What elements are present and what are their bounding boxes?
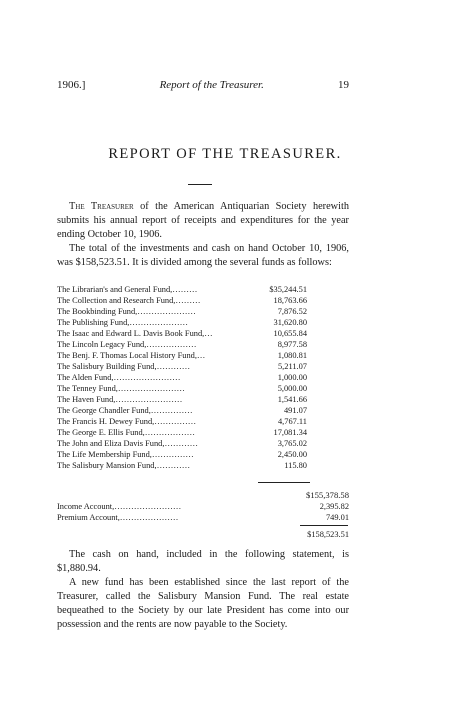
fund-amount: 17,081.34: [273, 428, 307, 437]
header-running-title: Report of the Treasurer.: [159, 79, 264, 91]
fund-amount: 5,211.07: [277, 362, 307, 371]
subtotal-rule: [258, 482, 310, 483]
fund-amount: 3,765.02: [277, 439, 307, 448]
fund-amount: 2,450.00: [277, 450, 307, 459]
fund-name: The George E. Ellis Fund,………………: [57, 428, 196, 437]
fund-amount: 18,763.66: [273, 296, 307, 305]
fund-row: [57, 405, 349, 416]
fund-name: The Francis H. Dewey Fund,……………: [57, 417, 197, 426]
fund-amount: 1,080.81: [277, 351, 307, 360]
account-amount: 2,395.82: [319, 502, 349, 511]
account-amount: 749.01: [325, 513, 349, 522]
fund-name: The Life Membership Fund,……………: [57, 450, 194, 459]
fund-name: The Isaac and Edward L. Davis Book Fund,…: [57, 329, 213, 338]
title-rule: [188, 184, 212, 185]
cash-paragraph: The cash on hand, included in the following statement, is $1,880.94.: [57, 549, 349, 574]
total-paragraph: The total of the investments and cash on hand October 10, 1906, was $158,523.51. It is divided among the several funds as follows:: [57, 243, 349, 268]
funds-table: [57, 284, 349, 471]
page-number: 19: [338, 79, 349, 91]
fund-amount: 4,767.11: [277, 417, 307, 426]
fund-row: [57, 438, 349, 449]
intro-paragraph: [57, 200, 349, 242]
fund-row: [57, 449, 349, 460]
fund-row: [57, 427, 349, 438]
subtotal-row: [57, 490, 349, 501]
fund-amount: 8,977.58: [277, 340, 307, 349]
fund-name: The Collection and Research Fund,………: [57, 296, 201, 305]
fund-row: [57, 416, 349, 427]
fund-amount: 1,541.66: [277, 395, 307, 404]
intro-rest: of the American Antiquarian Society herewith submits his annual report of receipts and expenditures for the year ending October 10, 1906.: [57, 201, 349, 240]
summary-table: [57, 490, 349, 523]
fund-row: [57, 350, 349, 361]
running-head: [57, 79, 349, 91]
fund-name: The John and Eliza Davis Fund,…………: [57, 439, 198, 448]
fund-name: The Librarian's and General Fund,………: [57, 285, 198, 294]
fund-amount: 10,655.84: [273, 329, 307, 338]
fund-amount: 5,000.00: [277, 384, 307, 393]
fund-row: [57, 328, 349, 339]
fund-row: [57, 372, 349, 383]
header-year: 1906.]: [57, 79, 86, 91]
fund-row: [57, 317, 349, 328]
subtotal-amount: $155,378.58: [306, 490, 349, 500]
fund-amount: 31,620.80: [273, 318, 307, 327]
account-row: [57, 501, 349, 512]
fund-amount: 491.07: [283, 406, 307, 415]
account-name: Income Account,……………………: [57, 502, 182, 511]
fund-amount: 7,876.52: [277, 307, 307, 316]
grand-total-rule: [300, 525, 348, 526]
fund-row: [57, 339, 349, 350]
fund-name: The Salisbury Building Fund,…………: [57, 362, 191, 371]
fund-name: The Alden Fund,……………………: [57, 373, 181, 382]
fund-name: The Lincoln Legacy Fund,………………: [57, 340, 197, 349]
fund-row: [57, 306, 349, 317]
fund-row: [57, 295, 349, 306]
fund-name: The Haven Fund,……………………: [57, 395, 183, 404]
fund-name: The Publishing Fund,…………………: [57, 318, 188, 327]
grand-total: $158,523.51: [307, 530, 349, 539]
fund-row: [57, 361, 349, 372]
fund-row: [57, 460, 349, 471]
fund-row: [57, 383, 349, 394]
fund-amount: 115.80: [284, 461, 307, 470]
chapter-title: REPORT OF THE TREASURER.: [108, 146, 342, 162]
fund-row: [57, 394, 349, 405]
fund-name: The Bookbinding Fund,…………………: [57, 307, 196, 316]
fund-row: [57, 284, 349, 295]
account-name: Premium Account,…………………: [57, 513, 179, 522]
intro-lead: The Treasurer: [69, 201, 134, 212]
fund-name: The George Chandler Fund,……………: [57, 406, 193, 415]
fund-name: The Tenney Fund,……………………: [57, 384, 185, 393]
fund-amount: 1,000.00: [277, 373, 307, 382]
new-fund-paragraph: A new fund has been established since the last report of the Treasurer, called the Salisbury Mansion Fund. The real estate bequeathed to the Society by our late President has come into our possession and the rents are now payable to the Society.: [57, 577, 349, 630]
fund-name: The Salisbury Mansion Fund,…………: [57, 461, 191, 470]
fund-name: The Benj. F. Thomas Local History Fund,…: [57, 351, 206, 360]
account-row: [57, 512, 349, 523]
fund-amount: $35,244.51: [269, 285, 307, 294]
